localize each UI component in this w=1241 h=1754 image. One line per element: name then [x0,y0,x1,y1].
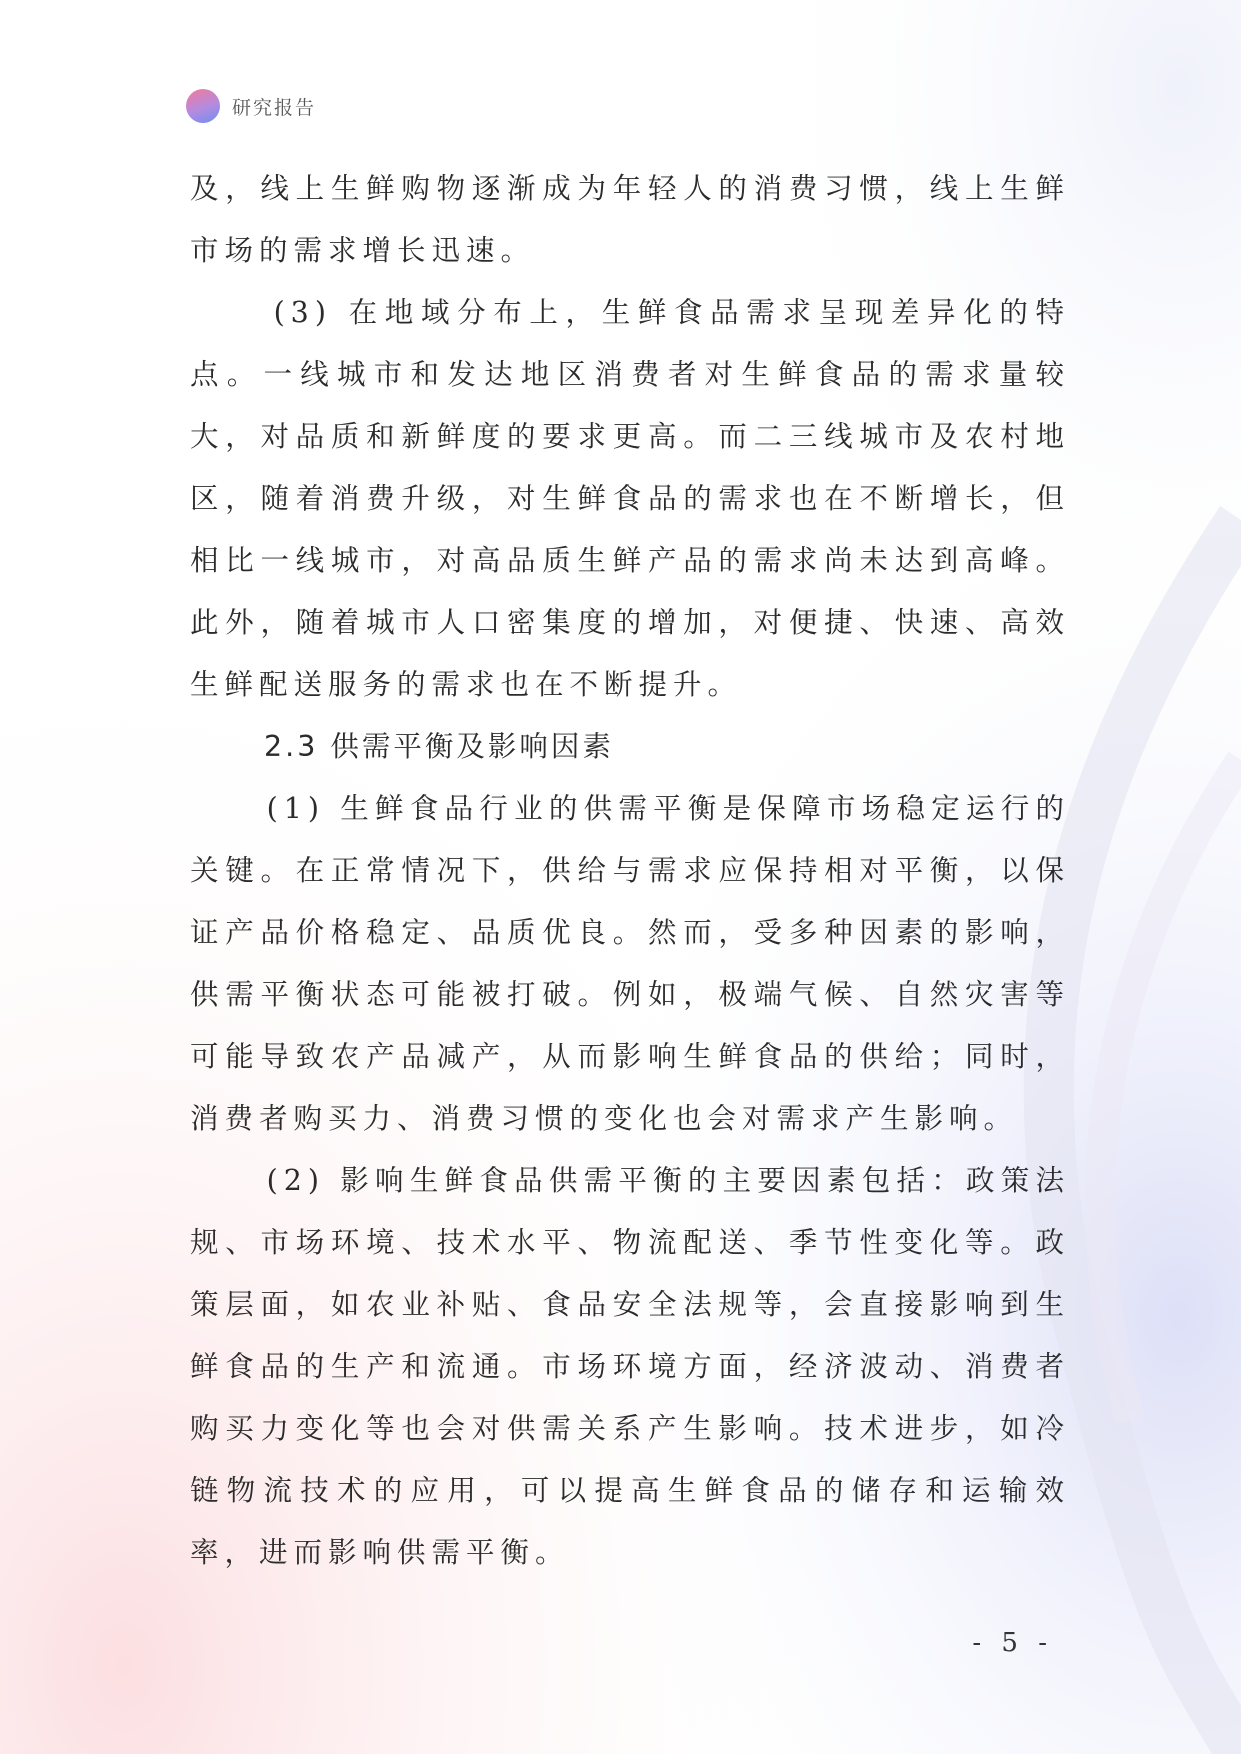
section-heading: 2.3 供需平衡及影响因素 [264,730,614,763]
document-body [190,158,1070,1584]
report-logo-icon [186,89,220,123]
paragraph-regional-demand: (3) 在地域分布上，生鲜食品需求呈现差异化的特点。一线城市和发达地区消费者对生鲜食品的需求量较大，对品质和新鲜度的要求更高。而二三线城市及农村地区，随着消费升级，对生鲜食品的需求也在不断增长，但相比一线城市，对高品质生鲜产品的需求尚未达到高峰。此外，随着城市人口密集度的增加，对便捷、快速、高效生鲜配送服务的需求也在不断提升。 [190,296,1071,701]
paragraph-continued: 及，线上生鲜购物逐渐成为年轻人的消费习惯，线上生鲜市场的需求增长迅速。 [190,172,1070,267]
header-title: 研究报告 [232,96,317,119]
paragraph-influencing-factors: (2) 影响生鲜食品供需平衡的主要因素包括：政策法规、市场环境、技术水平、物流配送、季节性变化等。政策层面，如农业补贴、食品安全法规等，会直接影响到生鲜食品的生产和流通。市场环境方面，经济波动、消费者购买力变化等也会对供需关系产生影响。技术进步，如冷链物流技术的应用，可以提高生鲜食品的储存和运输效率，进而影响供需平衡。 [190,1164,1071,1569]
page-header [186,88,316,124]
paragraph-supply-demand-balance: (1) 生鲜食品行业的供需平衡是保障市场稳定运行的关键。在正常情况下，供给与需求应保持相对平衡，以保证产品价格稳定、品质优良。然而，受多种因素的影响，供需平衡状态可能被打破。例如，极端气候、自然灾害等可能导致农产品减产，从而影响生鲜食品的供给；同时，消费者购买力、消费习惯的变化也会对需求产生影响。 [190,792,1071,1135]
page-number: - 5 - [972,1628,1053,1658]
